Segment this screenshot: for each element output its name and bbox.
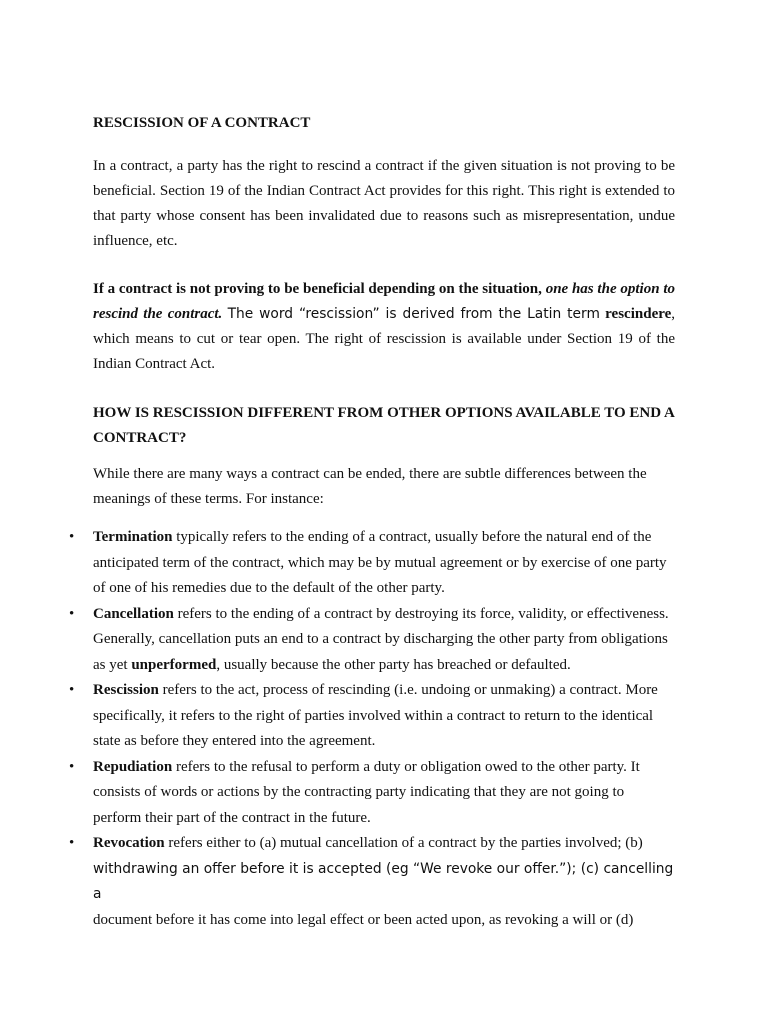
- list-item-revocation: [69, 831, 675, 933]
- list-item-rescission: [69, 678, 675, 755]
- intro-paragraph: In a contract, a party has the right to rescind a contract if the given situation is not proving to be beneficial. Section 19 of the Indian Contract Act provides for this right. This right is extended to that party whose consent has been invalidated due to reasons such as misrepresentation, undue influence, etc.: [93, 158, 675, 249]
- list-item-repudiation: [69, 755, 675, 832]
- etymology-paragraph: [93, 277, 675, 377]
- para2-latin-intro: The word “rescission” is derived from the Latin term: [227, 306, 600, 322]
- term-description: refers to the refusal to perform a duty or obligation owed to the other party. It consists of words or actions by the contracting party indicating that they are not going to perform their part of the contract in the future.: [93, 758, 640, 826]
- latin-term: rescindere: [605, 306, 672, 322]
- term-description: refers either to (a) mutual cancellation of a contract by the parties involved; (b): [164, 835, 643, 851]
- terms-list: [69, 525, 675, 933]
- term-label: Revocation: [93, 835, 165, 851]
- term-label: Repudiation: [93, 758, 173, 775]
- term-label: Cancellation: [93, 605, 174, 622]
- term-description: refers to the ending of a contract by destroying its force, validity, or effectiveness. Generally, cancellation puts an end to a contract by discharging the other party from obligations as yet: [93, 605, 669, 673]
- bullet-icon: •: [69, 529, 75, 545]
- bullet-icon: •: [69, 605, 75, 622]
- list-item-cancellation: [69, 602, 675, 679]
- para2-bold-lead: If a contract is not proving to be beneficial depending on the situation,: [93, 281, 542, 297]
- term-description: typically refers to the ending of a contract, usually before the natural end of the anticipated term of the contract, which may be by mutual agreement or by exercise of one party of one of his remedies due to the default of the other party.: [93, 529, 667, 596]
- term-emphasis: unperformed: [131, 656, 217, 673]
- term-description-sans: withdrawing an offer before it is accepted (eg “We revoke our offer.”); (c) cancelling a: [93, 860, 674, 902]
- section-heading: HOW IS RESCISSION DIFFERENT FROM OTHER OPTIONS AVAILABLE TO END A CONTRACT?: [93, 405, 675, 446]
- term-label: Rescission: [93, 682, 159, 698]
- para2-rest: , which means to cut or tear open. The right of rescission is available under Section 19 of the Indian Contract Act.: [93, 306, 676, 372]
- para2-bold-italic: one has the option to rescind the contract.: [93, 281, 676, 322]
- bullet-icon: •: [69, 682, 75, 698]
- term-label: Termination: [93, 529, 173, 545]
- bullet-icon: •: [69, 758, 75, 775]
- term-description: refers to the act, process of rescinding (i.e. undoing or unmaking) a contract. More specifically, it refers to the right of parties involved within a contract to return to the identical state as before they entered into the agreement.: [93, 682, 658, 749]
- document-title: RESCISSION OF A CONTRACT: [93, 115, 311, 131]
- instance-paragraph: While there are many ways a contract can be ended, there are subtle differences between the meanings of these terms. For instance:: [93, 466, 647, 507]
- term-description-end: , usually because the other party has breached or defaulted.: [216, 656, 571, 673]
- term-description-end: document before it has come into legal effect or been acted upon, as revoking a will or (d): [93, 911, 634, 928]
- list-item-termination: [69, 525, 675, 602]
- bullet-icon: •: [69, 835, 75, 851]
